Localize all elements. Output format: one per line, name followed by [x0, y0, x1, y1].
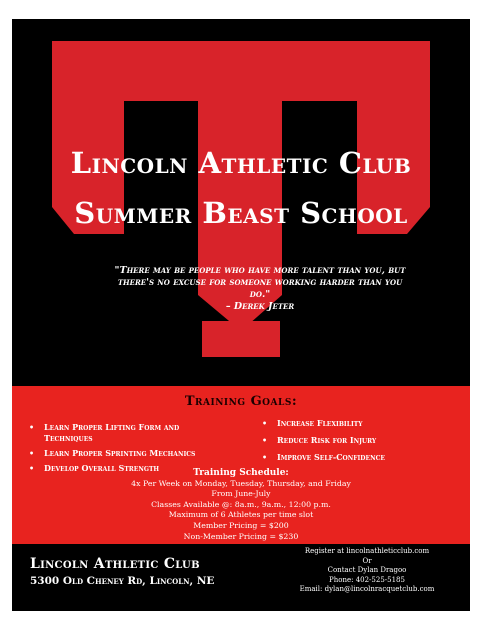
quote-text: "There may be people who have more talent than you, but there's no excuse for someone working harder than you do." — [114, 265, 406, 300]
training-goals-heading: Training Goals: — [184, 394, 298, 409]
logo-base — [202, 321, 280, 357]
club-address: 5300 Old Cheney Rd, Lincoln, NE — [30, 575, 215, 587]
goal-item: • Learn Proper Sprinting Mechanics — [26, 448, 226, 459]
schedule-line: 4x Per Week on Monday, Tuesday, Thursday, and Friday — [131, 478, 351, 488]
title-line-2: Summer Beast School — [74, 196, 408, 230]
contact-name: Contact Dylan Dragoo — [327, 566, 407, 574]
goal-item: • Develop Overall Strength — [26, 463, 226, 474]
goals-list-right — [259, 418, 459, 469]
schedule-line: From June-July — [211, 489, 271, 499]
contact-info — [292, 547, 442, 595]
schedule-line: Classes Available @: 8a.m., 9a.m., 12:00 p.m. — [151, 499, 331, 509]
goal-item: • Learn Proper Lifting Form and Techniques — [26, 422, 226, 444]
training-schedule — [12, 468, 470, 542]
poster — [12, 19, 470, 611]
goal-item: • Improve Self-Confidence — [259, 452, 459, 463]
training-panel — [12, 386, 470, 544]
or-text: Or — [362, 556, 372, 565]
training-schedule-heading: Training Schedule: — [193, 468, 289, 478]
phone-text: Phone: 402-525-5185 — [329, 575, 405, 584]
schedule-line: Maximum of 6 Athletes per time slot — [168, 510, 314, 520]
goal-item: • Reduce Risk for Injury — [259, 435, 459, 446]
schedule-line: Member Pricing = $200 — [193, 520, 289, 530]
goal-item: • Increase Flexibility — [259, 418, 459, 429]
club-info — [30, 556, 214, 587]
quote-author: – Derek Jeter — [225, 301, 295, 312]
register-text[interactable]: Register at lincolnathleticclub.com — [304, 547, 430, 555]
email-text[interactable]: Email: dylan@lincolnracquetclub.com — [299, 585, 435, 593]
club-name: Lincoln Athletic Club — [30, 556, 200, 572]
schedule-line: Non-Member Pricing = $230 — [183, 531, 299, 541]
quote — [110, 265, 410, 313]
title-line-1: Lincoln Athletic Club — [70, 146, 412, 180]
